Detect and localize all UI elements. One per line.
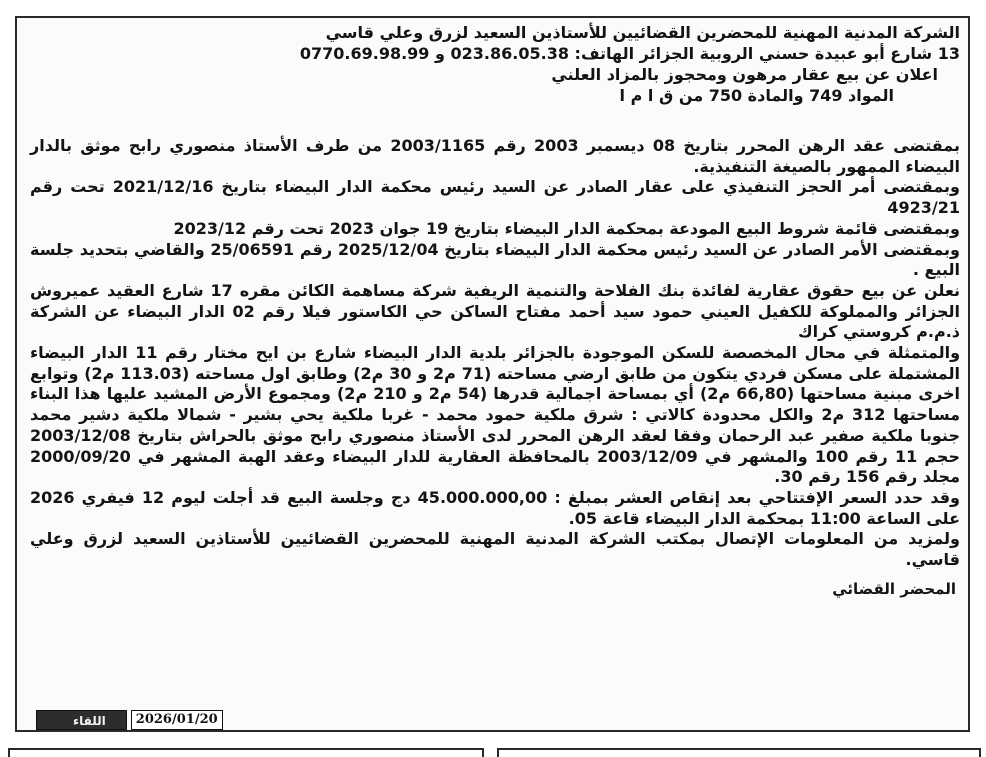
publication-footer xyxy=(36,710,223,730)
paragraph-contact-info: ولمزيد من المعلومات الإتصال بمكتب الشركة المدنية المهنية للمحضرين القضائيين للأستاذين السعيد لزرق وعلي قاسي. xyxy=(30,529,960,570)
paragraph-seizure-order: وبمقتضى أمر الحجز التنفيذي على عقار الصادر عن السيد رئيس محكمة الدار البيضاء بتاريخ 2021/12/16 تحت رقم 4923/21 xyxy=(30,177,961,218)
newspaper-name-badge: اللقاء xyxy=(36,710,127,730)
publication-date-badge: 2026/01/20 xyxy=(131,710,223,730)
paragraph-opening-price: وقد حدد السعر الإفتتاحي بعد إنقاص العشر بمبلغ : 45.000.000,00 دج وجلسة البيع قد أجلت ليوم 12 فيفري 2026 على الساعة 11:00 بمحكمة الدار البيضاء قاعة 05. xyxy=(30,487,961,528)
company-name: الشركة المدنية المهنية للمحضرين القضائيين للأستاذين السعيد لزرق وعلي قاسي xyxy=(325,23,960,42)
announcement-header xyxy=(30,22,960,106)
company-address: 13 شارع أبو عبيدة حسني الروبية الجزائر الهاتف: 023.86.05.38 و 0770.69.98.99 xyxy=(299,44,960,63)
next-column-border-right xyxy=(497,748,981,757)
paragraph-mortgage-contract: بمقتضى عقد الرهن المحرر بتاريخ 08 ديسمبر 2003 رقم 2003/1165 من طرف الأستاذ منصوري رابح موثق بالدار البيضاء الممهور بالصيغة التنفيذية. xyxy=(30,136,961,176)
announcement-body xyxy=(30,136,960,571)
legal-articles: المواد 749 والمادة 750 من ق ا م ا xyxy=(619,86,894,105)
bailiff-signature: المحضر القضائي xyxy=(832,579,956,598)
paragraph-court-order: وبمقتضى الأمر الصادر عن السيد رئيس محكمة الدار البيضاء بتاريخ 2025/12/04 رقم 25/06591 والقاضي بتحديد جلسة البيع . xyxy=(30,239,961,280)
next-column-border-left xyxy=(8,748,484,757)
paragraph-sale-conditions: وبمقتضى قائمة شروط البيع المودعة بمحكمة الدار البيضاء بتاريخ 19 جوان 2023 تحت رقم 2023/12 xyxy=(173,218,960,238)
announcement-content xyxy=(30,22,960,599)
announcement-title: اعلان عن بيع عقار مرهون ومحجوز بالمزاد العلني xyxy=(551,65,938,84)
paragraph-sale-notice: نعلن عن بيع حقوق عقارية لفائدة بنك الفلاحة والتنمية الريفية شركة مساهمة الكائن مقره 17 شارع العقيد عميروش الجزائر والمملوكة للكفيل العيني حمود سيد أحمد مفتاح الساكن حي الكاستور فيلا رقم 02 الدار البيضاء عن الشركة ذ.م.م كروستي كراك xyxy=(30,280,961,342)
paragraph-property-description: والمتمثلة في محال المخصصة للسكن الموجودة بالجزائر بلدية الدار البيضاء شارع بن ايح مختار رقم 11 الدار البيضاء المشتملة على مسكن فردي يتكون من طابق ارضي مساحته (71 م2 و 30 م2) وطابق اول مساحته (113.03 م2) وتوابع اخرى مبنية مساحتها (66,80 م2) أي بمساحة اجمالية قدرها (54 م2 و 210 م2) ومجموع الأرض المشيد عليها هذا البناء مساحتها 312 م2 والكل محدودة كالاتي : شرق ملكية حمود محمد - غربا ملكية يحي بشير - شمالا ملكية دشير محمد جنوبا ملكية صفير عبد الرحمان وفقا لعقد الرهن المحرر لدى الأستاذ منصوري رابح موثق بالحراش بتاريخ 2003/12/08 حجم 11 رقم 100 والمشهر في 2003/12/09 بالمحافظة العقارية للدار البيضاء وعقد الهبة المشهر في 2000/09/20 مجلد رقم 156 رقم 30. xyxy=(30,343,961,487)
